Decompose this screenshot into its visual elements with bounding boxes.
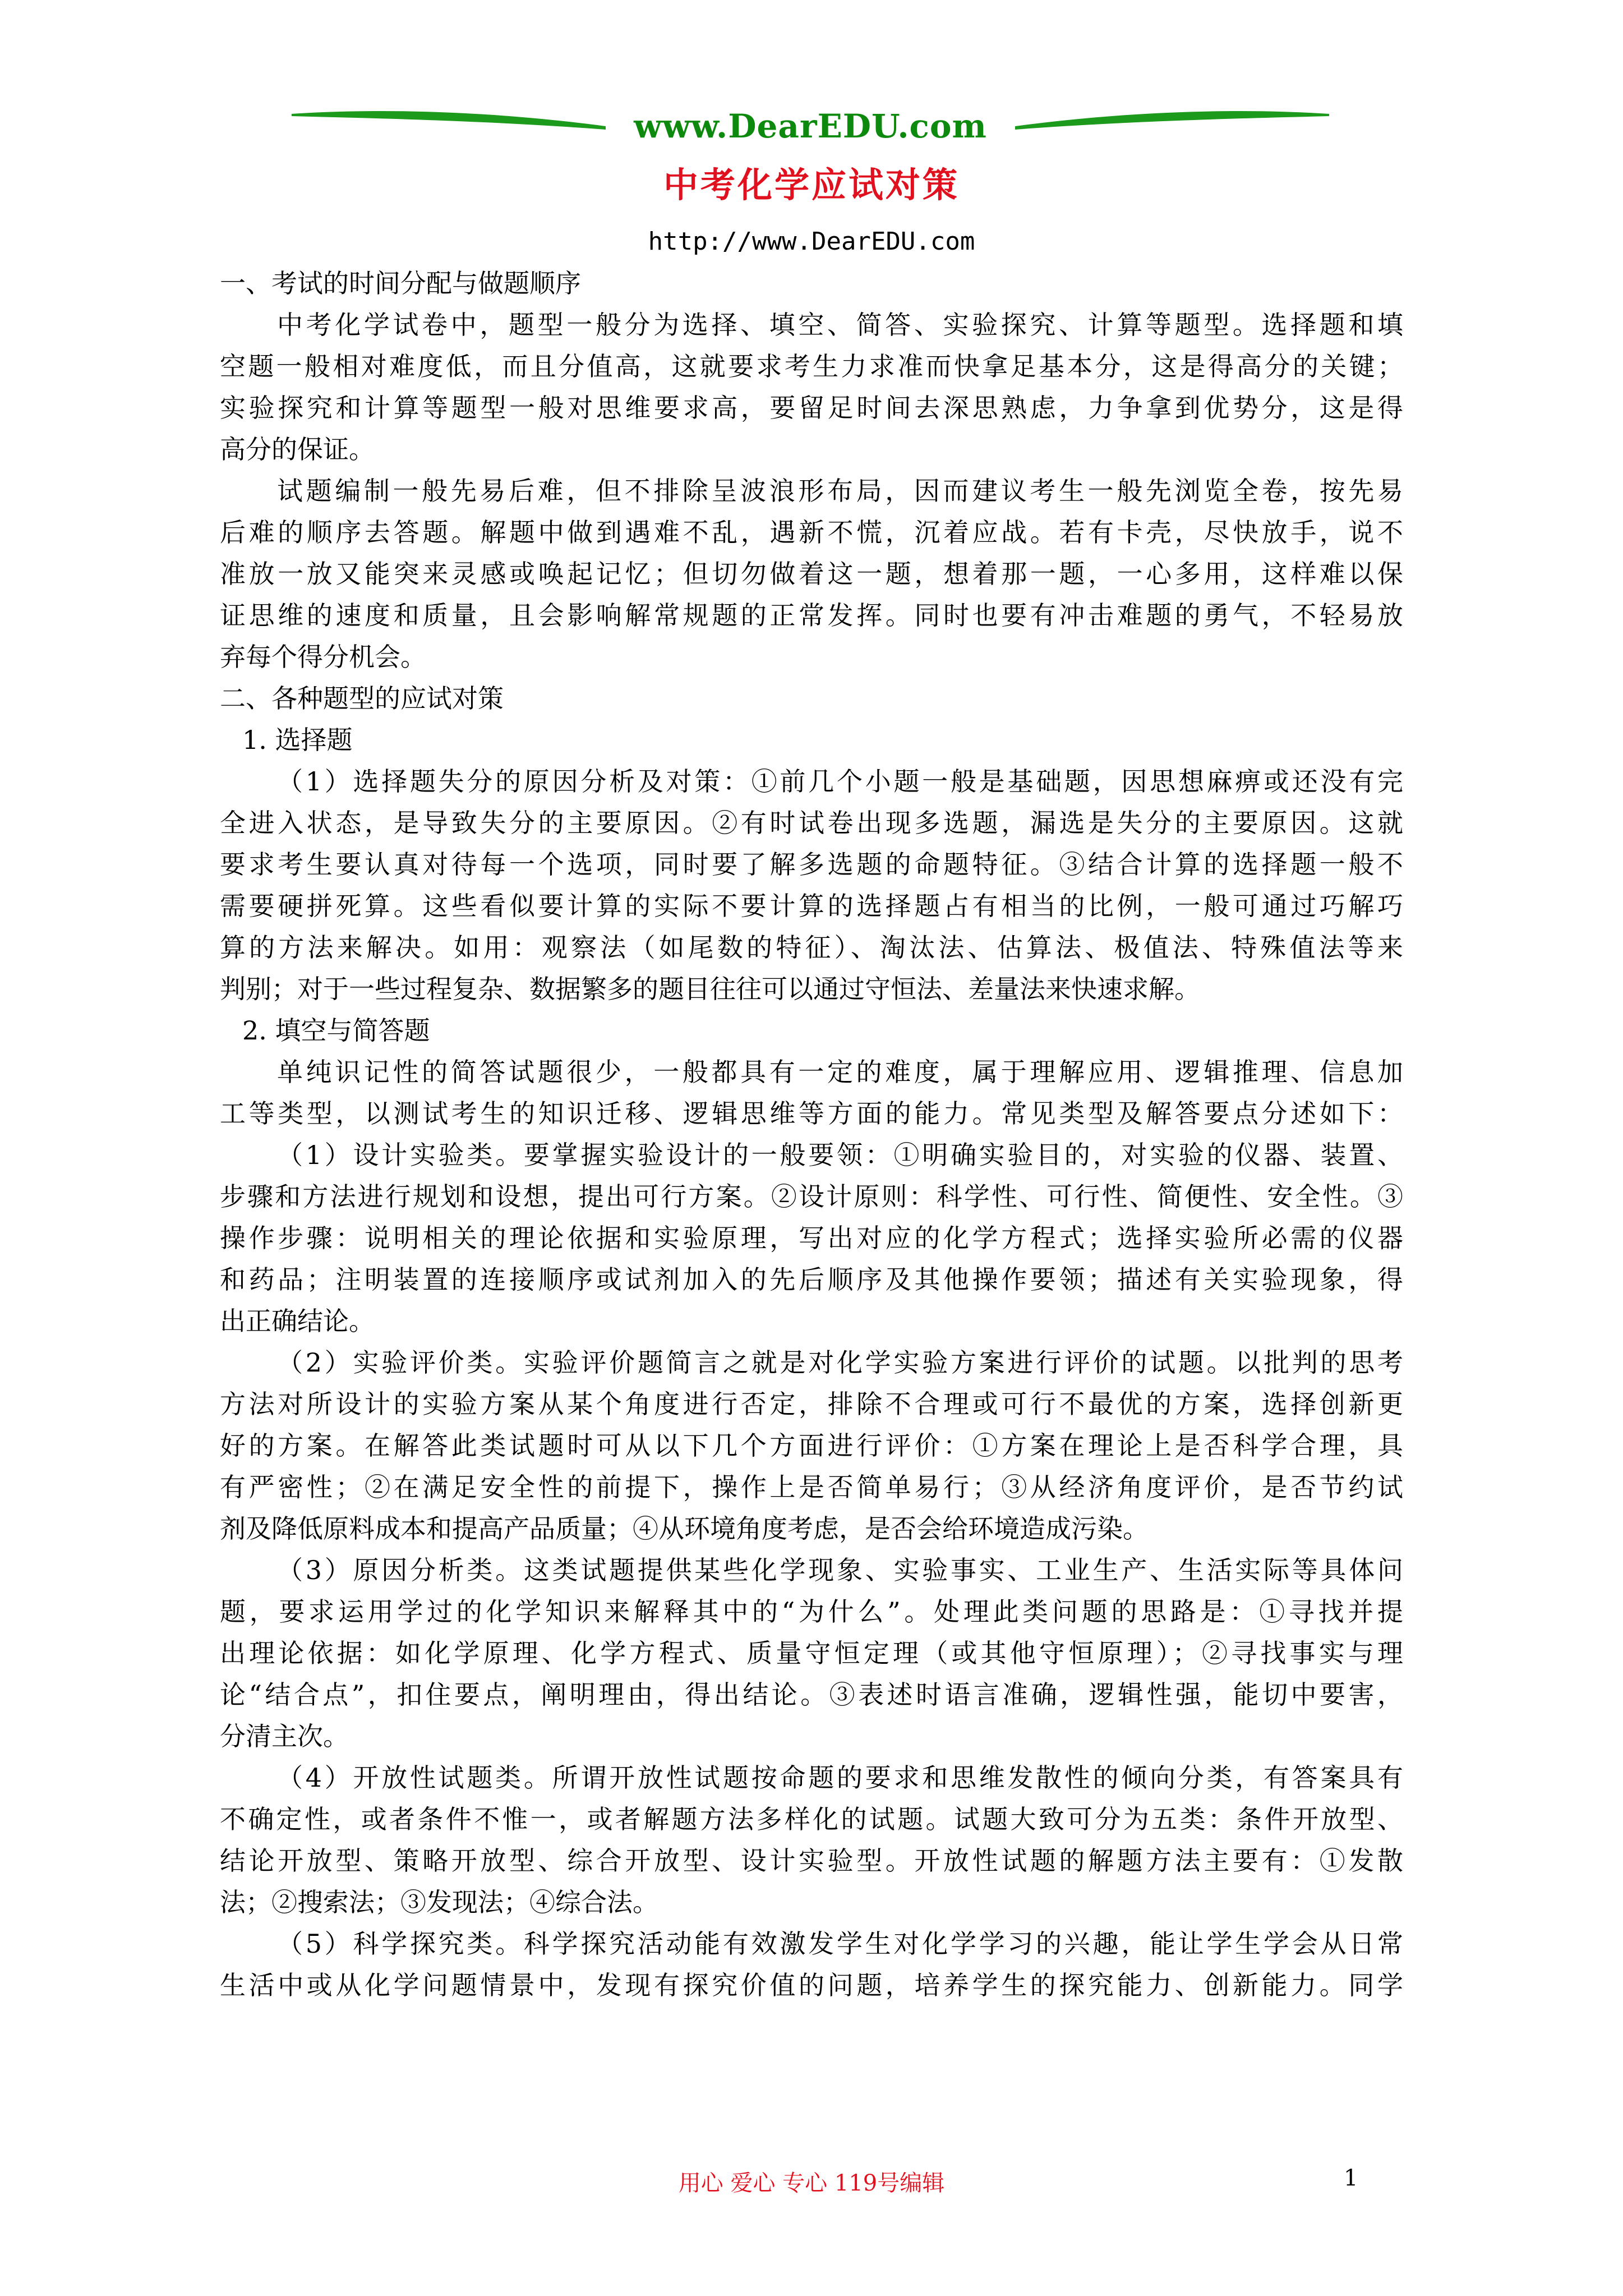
text-line: 工等类型，以测试考生的知识迁移、逻辑思维等方面的能力。常见类型及解答要点分述如下： <box>220 1098 1403 1129</box>
text-line: 中考化学试卷中，题型一般分为选择、填空、简答、实验探究、计算等题型。选择题和填 <box>277 310 1403 340</box>
text-line: 操作步骤：说明相关的理论依据和实验原理，写出对应的化学方程式；选择实验所必需的仪器 <box>220 1223 1403 1253</box>
text-line: 好的方案。在解答此类试题时可从以下几个方面进行评价：①方案在理论上是否科学合理，具 <box>220 1430 1403 1461</box>
text-line: 弃每个得分机会。 <box>220 642 426 672</box>
text-line: 出正确结论。 <box>220 1306 375 1336</box>
text-line: 实验探究和计算等题型一般对思维要求高，要留足时间去深思熟虑，力争拿到优势分，这是得 <box>220 393 1403 423</box>
text-line: （1）设计实验类。要掌握实验设计的一般要领：①明确实验目的，对实验的仪器、装置、 <box>277 1140 1403 1170</box>
document-body <box>220 263 1403 2006</box>
document-title: 中考化学应试对策 <box>663 164 960 205</box>
text-line: 方法对所设计的实验方案从某个角度进行否定，排除不合理或可行不最优的方案，选择创新更 <box>220 1389 1403 1419</box>
page-number: 1 <box>1344 2165 1358 2191</box>
text-line: 题，要求运用学过的化学知识来解释其中的“为什么”。处理此类问题的思路是：①寻找并提 <box>220 1596 1403 1627</box>
text-line: （2）实验评价类。实验评价题简言之就是对化学实验方案进行评价的试题。以批判的思考 <box>277 1347 1403 1378</box>
text-line: 有严密性；②在满足安全性的前提下，操作上是否简单易行；③从经济角度评价，是否节约试 <box>220 1472 1403 1502</box>
text-line: 空题一般相对难度低，而且分值高，这就要求考生力求准而快拿足基本分，这是得高分的关键； <box>220 351 1403 381</box>
text-line: 判别；对于一些过程复杂、数据繁多的题目往往可以通过守恒法、差量法来快速求解。 <box>220 974 1200 1004</box>
text-line: 高分的保证。 <box>220 434 375 464</box>
text-line: 单纯识记性的简答试题很少，一般都具有一定的难度，属于理解应用、逻辑推理、信息加 <box>277 1057 1403 1087</box>
document-url: http://www.DearEDU.com <box>648 227 975 256</box>
text-line: 步骤和方法进行规划和设想，提出可行方案。②设计原则：科学性、可行性、简便性、安全性。③ <box>220 1181 1403 1212</box>
text-line: 分清主次。 <box>220 1721 349 1751</box>
text-line: 后难的顺序去答题。解题中做到遇难不乱，遇新不慌，沉着应战。若有卡壳，尽快放手，说不 <box>220 517 1403 547</box>
text-line: 算的方法来解决。如用：观察法（如尾数的特征）、淘汰法、估算法、极值法、特殊值法等来 <box>220 932 1403 963</box>
text-line: 2. 填空与简答题 <box>242 1015 430 1046</box>
text-line: （1）选择题失分的原因分析及对策：①前几个小题一般是基础题，因思想麻痹或还没有完 <box>277 766 1403 797</box>
text-line: 出理论依据：如化学原理、化学方程式、质量守恒定理（或其他守恒原理）；②寻找事实与理 <box>220 1638 1403 1668</box>
text-line: 和药品；注明装置的连接顺序或试剂加入的先后顺序及其他操作要领；描述有关实验现象，得 <box>220 1264 1403 1295</box>
text-line: 不确定性，或者条件不惟一，或者解题方法多样化的试题。试题大致可分为五类：条件开放型、 <box>220 1804 1403 1834</box>
text-line: 结论开放型、策略开放型、综合开放型、设计实验型。开放性试题的解题方法主要有：①发散 <box>220 1846 1403 1876</box>
text-line: 剂及降低原料成本和提高产品质量；④从环境角度考虑，是否会给环境造成污染。 <box>220 1513 1149 1544</box>
text-line: 需要硬拼死算。这些看似要计算的实际不要计算的选择题占有相当的比例，一般可通过巧解巧 <box>220 891 1403 921</box>
text-line: 准放一放又能突来灵感或唤起记忆；但切勿做着这一题，想着那一题，一心多用，这样难以保 <box>220 559 1403 589</box>
text-line: 1. 选择题 <box>242 725 353 755</box>
banner-site-name: www.DearEDU.com <box>634 107 987 145</box>
text-line: 生活中或从化学问题情景中，发现有探究价值的问题，培养学生的探究能力、创新能力。同学 <box>220 1970 1403 2000</box>
text-line: 法；②搜索法；③发现法；④综合法。 <box>220 1887 658 1917</box>
text-line: 要求考生要认真对待每一个选项，同时要了解多选题的命题特征。③结合计算的选择题一般不 <box>220 849 1403 880</box>
text-line: 论“结合点”，扣住要点，阐明理由，得出结论。③表述时语言准确，逻辑性强，能切中要害， <box>220 1680 1403 1710</box>
text-line: 试题编制一般先易后难，但不排除呈波浪形布局，因而建议考生一般先浏览全卷，按先易 <box>277 476 1403 506</box>
text-line: 二、各种题型的应试对策 <box>220 683 504 714</box>
text-line: （4）开放性试题类。所谓开放性试题按命题的要求和思维发散性的倾向分类，有答案具有 <box>277 1763 1403 1793</box>
text-line: 全进入状态，是导致失分的主要原因。②有时试卷出现多选题，漏选是失分的主要原因。这就 <box>220 808 1403 838</box>
text-line: 证思维的速度和质量，且会影响解常规题的正常发挥。同时也要有冲击难题的勇气，不轻易放 <box>220 600 1403 631</box>
text-line: 一、考试的时间分配与做题顺序 <box>220 268 581 298</box>
text-line: （3）原因分析类。这类试题提供某些化学现象、实验事实、工业生产、生活实际等具体问 <box>277 1555 1403 1585</box>
footer-text: 用心 爱心 专心 119号编辑 <box>678 2170 945 2196</box>
site-banner <box>292 104 1329 149</box>
text-line: （5）科学探究类。科学探究活动能有效激发学生对化学学习的兴趣，能让学生学会从日常 <box>277 1929 1403 1959</box>
